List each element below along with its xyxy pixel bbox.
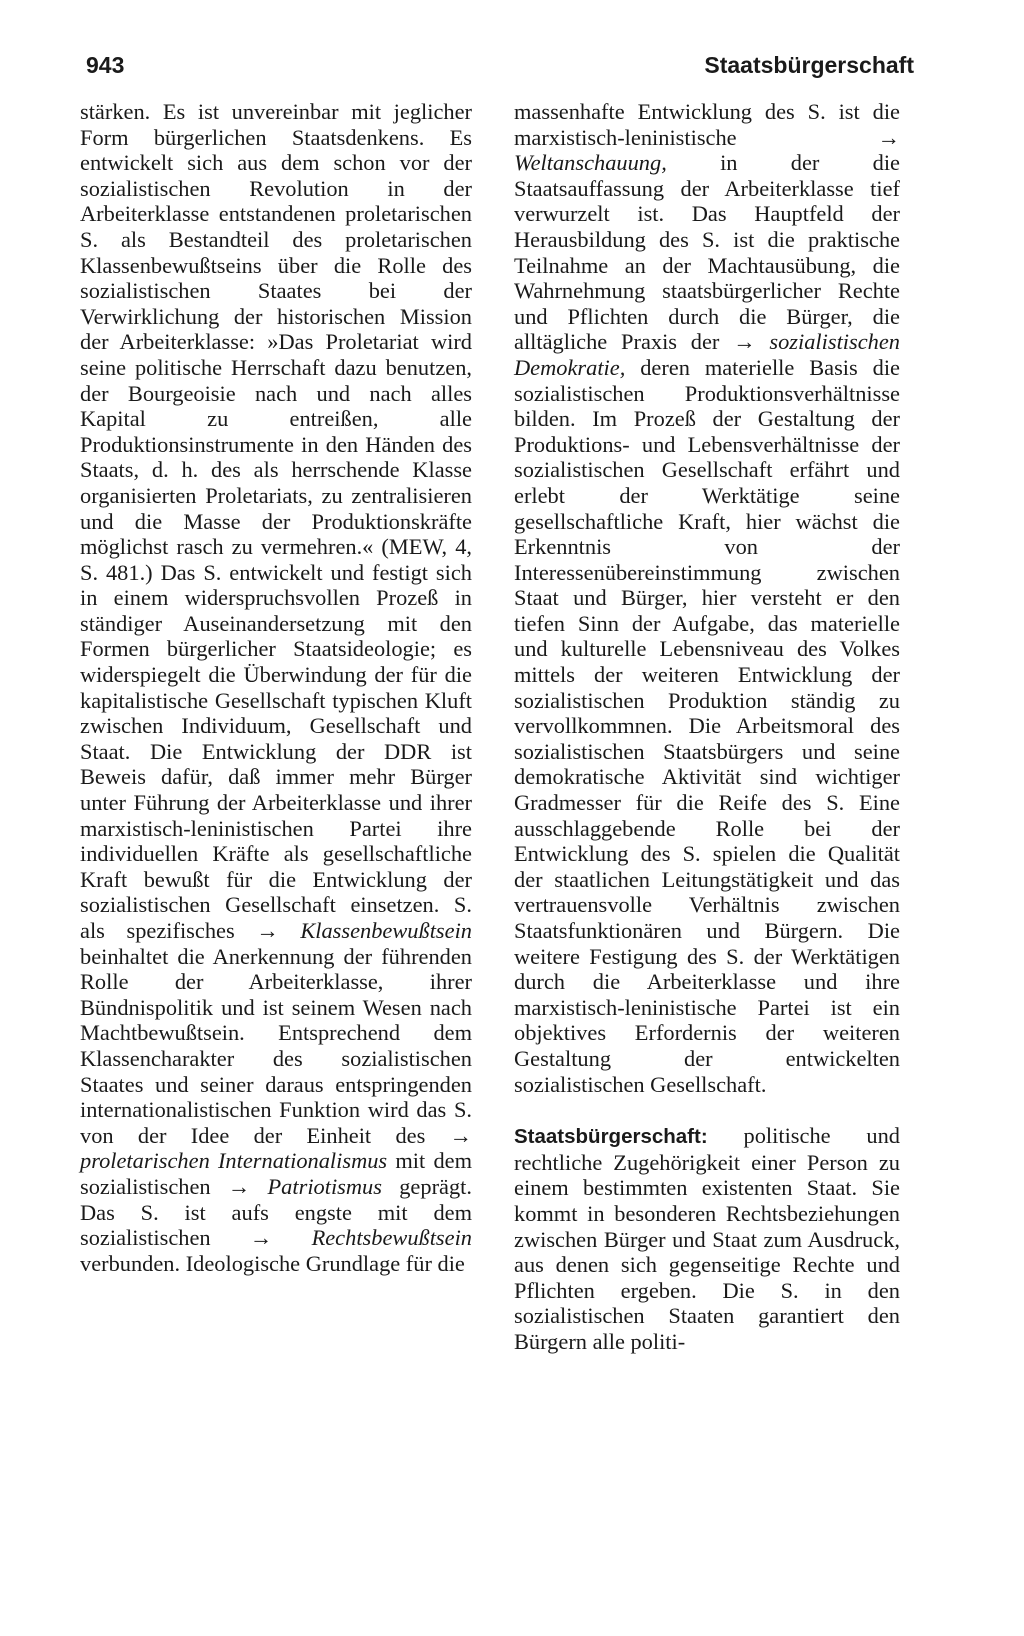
body-text: verbunden. Ideologische Grundlage für die — [80, 1250, 465, 1276]
page-header — [82, 52, 914, 92]
continued-paragraph — [80, 99, 472, 1276]
entry-headword: Staatsbürgerschaft: — [514, 1125, 708, 1149]
body-text: deren materielle Basis die sozialistischen Produktionsverhältnisse bilden. Im Prozeß der Gestaltung der Produktions- und Lebensverhältnisse der sozialistischen Gesellschaft erfährt und erlebt der Werktätige seine gesellschaftliche Kraft, hier wächst die Erkenntnis von der Interessenübereinstimmung zwischen Staat und Bürger, hier versteht er den tiefen Sinn der Aufgabe, das materielle und kulturelle Lebensniveau des Volkes mittels der weiteren Entwicklung der sozialistischen Produktion ständig zu vervollkommnen. Die Arbeitsmoral des sozialistischen Staatsbürgers und seine demokratische Aktivität sind wichtiger Gradmesser für die Reife des S. Eine ausschlaggebende Rolle bei der Entwicklung des S. spielen die Qualität der staatlichen Leitungstätigkeit und das vertrauensvolle Verhältnis zwischen Staatsfunktionären und Bürgern. Die weitere Festigung des S. der Werktätigen durch die Arbeiterklasse und ihre marxistisch-leninistische Partei ist ein objektives Erfordernis der weiteren Gestaltung der entwickelten sozialistischen Gesellschaft. — [514, 354, 900, 1097]
cross-reference-weltanschauung: → Weltanschauung, — [514, 124, 900, 176]
cross-reference-internationalismus: → proletarischen Internationalismus — [80, 1122, 473, 1174]
dictionary-entry — [514, 1123, 900, 1354]
body-text: in der die Staatsauffassung der Arbeiterklasse tief verwurzelt ist. Das Hauptfeld der Herausbildung des S. ist die praktische Teilnahme an der Machtausübung, die Wahrnehmung staatsbürgerlicher Rechte und Pflichten durch die Bürger, die alltägliche Praxis der — [514, 150, 900, 355]
cross-reference-patriotismus: → Patriotismus — [227, 1173, 382, 1199]
body-text: stärken. Es ist unvereinbar mit jeglicher Form bürgerlichen Staatsdenkens. Es entwickelt sich aus dem schon vor der sozialistischen Revolution in der Arbeiterklasse entstandenen proletarischen S. als Bestandteil des proletarischen Klassenbewußtseins über die Rolle des sozialistischen Staates bei der Verwirklichung der historischen Mission der Arbeiterklasse: »Das Proletariat wird seine politische Herrschaft dazu benutzen, der Bourgeoisie nach und nach alles Kapital zu entreißen, alle Produktionsinstrumente in den Händen des Staats, d. h. des als herrschende Klasse organisierten Proletariats, zu zentralisieren und die Masse der Produktionskräfte möglichst rasch zu vermehren.« (MEW, 4, S. 481.) Das S. entwickelt und festigt sich in einem widerspruchsvollen Prozeß in ständiger Auseinandersetzung mit den Formen bürgerlicher Staatsideologie; es widerspiegelt die Überwindung der für die kapitalistische Gesellschaft typischen Kluft zwischen Individuum, Gesellschaft und Staat. Die Entwicklung der DDR ist Beweis dafür, daß immer mehr Bürger unter Führung der Arbeiterklasse und ihrer marxistisch-leninistischen Partei ihre individuellen Kräfte als gesellschaftliche Kraft bewußt für die Entwicklung der sozialistischen Gesellschaft einsetzen. S. als spezifisches — [80, 99, 472, 943]
continued-paragraph-end — [514, 99, 900, 1097]
cross-reference-klassenbewusstsein: → Klassenbewußtsein — [256, 918, 472, 943]
body-text: geprägt. Das S. ist aufs engste mit dem sozialistischen — [80, 1173, 472, 1251]
right-column — [514, 99, 900, 1355]
entry-separator — [514, 1097, 900, 1123]
left-column — [80, 99, 472, 1276]
page-number: 943 — [86, 52, 125, 78]
body-text: mit dem sozialistischen — [80, 1148, 472, 1199]
entry-definition: politische und rechtliche Zugehörigkeit einer Person zu einem bestimmten existenten Staat. Sie kommt in besonderen Rechtsbeziehungen zwischen Bürger und Staat zum Ausdruck, aus denen sich gegenseitige Rechte und Pflichten ergeben. Die S. in den sozialistischen Staaten garantiert den Bürgern alle politi- — [514, 1123, 900, 1354]
body-text: beinhaltet die Anerkennung der führenden Rolle der Arbeiterklasse, ihrer Bündnispolitik und ist seinem Wesen nach Machtbewußtsein. Entsprechend dem Klassencharakter des sozialistischen Staates und seiner daraus entspringenden internationalistischen Funktion wird das S. von der Idee der Einheit des — [80, 943, 472, 1148]
running-head: Staatsbürgerschaft — [704, 52, 914, 78]
body-text: massenhafte Entwicklung des S. ist die marxistisch-leninistische — [514, 99, 900, 150]
cross-reference-rechtsbewusstsein: → Rechtsbewußtsein — [249, 1225, 472, 1251]
cross-reference-demokratie: → sozialistischen Demokratie, — [514, 329, 900, 380]
